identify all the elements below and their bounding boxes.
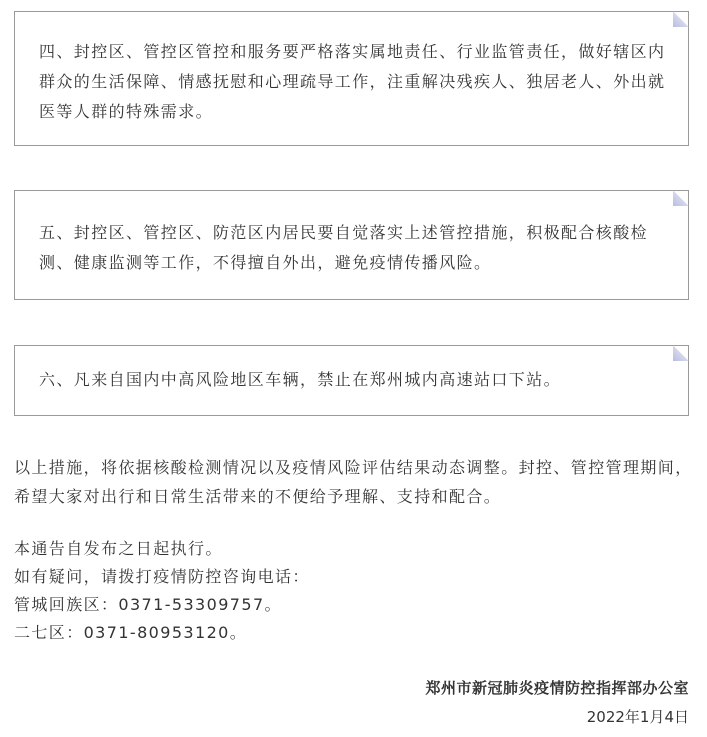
notice-card-item-6 — [14, 345, 689, 416]
phone-guancheng: 管城回族区：0371-53309757。 — [14, 595, 282, 614]
closing-paragraph: 以上措施，将依据核酸检测情况以及疫情风险评估结果动态调整。封控、管控管理期间，希望大家对出行和日常生活带来的不便给予理解、支持和配合。 — [14, 458, 693, 506]
folded-corner-icon — [673, 11, 689, 27]
notice-card-item-5 — [14, 190, 689, 300]
phone-erqi: 二七区：0371-80953120。 — [14, 623, 248, 642]
item-5-text: 五、封控区、管控区、防范区内居民要自觉落实上述管控措施，积极配合核酸检测、健康监测等工作，不得擅自外出，避免疫情传播风险。 — [39, 223, 649, 272]
issuer-name: 郑州市新冠肺炎疫情防控指挥部办公室 — [425, 679, 689, 697]
folded-corner-icon — [673, 190, 689, 206]
folded-corner-icon — [673, 345, 689, 361]
issue-date: 2022年1月4日 — [586, 708, 689, 726]
item-4-text: 四、封控区、管控区管控和服务要严格落实属地责任、行业监管责任，做好辖区内群众的生活保障、情感抚慰和心理疏导工作，注重解决残疾人、独居老人、外出就医等人群的特殊需求。 — [39, 42, 666, 121]
effective-statement: 本通告自发布之日起执行。 — [14, 539, 223, 558]
inquiry-line: 如有疑问，请拨打疫情防控咨询电话： — [14, 567, 310, 586]
notice-card-item-4 — [14, 11, 689, 146]
item-6-text: 六、凡来自国内中高风险地区车辆，禁止在郑州城内高速站口下站。 — [39, 370, 562, 389]
